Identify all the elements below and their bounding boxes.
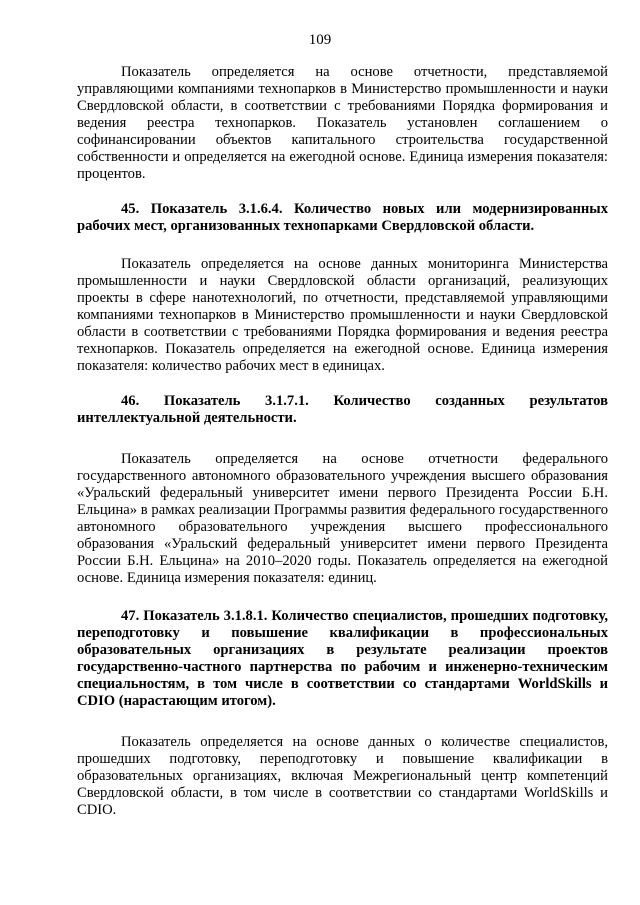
- paragraph-2: Показатель определяется на основе данных мониторинга Министерства промышленности и науки Свердловской области организаций, реализующих проекты в сфере нанотехнологий, по отчетности, представляемой управляющими компаниями технопарков в Министерство промышленности и науки Свердловской области в соответствии с требованиями Порядка формирования и ведения реестра технопарков. Показатель определяется на ежегодной основе. Единица измерения показателя: количество рабочих мест в единицах.: [77, 256, 608, 374]
- heading-45: 45. Показатель 3.1.6.4. Количество новых или модернизированных рабочих мест, организованных технопарками Свердловской области.: [77, 201, 608, 234]
- page-number: 109: [308, 32, 332, 48]
- heading-47: 47. Показатель 3.1.8.1. Количество специалистов, прошедших подготовку, переподготовку и повышение квалификации в профессиональных образовательных организациях в результате реализации проектов государственно-частного партнерства по рабочим и инженерно-техническим специальностям, в том числе в соответствии со стандартами WorldSkills и CDIO (нарастающим итогом).: [77, 608, 608, 709]
- paragraph-3: Показатель определяется на основе отчетности федерального государственного автономного образовательного учреждения высшего образования «Уральский федеральный университет имени первого Президента России Б.Н. Ельцина» в рамках реализации Программы развития федерального государственного автономного образовательного учреждения высшего профессионального образования «Уральский федеральный университет имени первого Президента России Б.Н. Ельцина» на 2010–2020 годы. Показатель определяется на ежегодной основе. Единица измерения показателя: единиц.: [77, 451, 608, 586]
- heading-46: 46. Показатель 3.1.7.1. Количество созданных результатов интеллектуальной деятельности.: [77, 393, 608, 426]
- paragraph-1: Показатель определяется на основе отчетности, представляемой управляющими компаниями технопарков в Министерство промышленности и науки Свердловской области, в соответствии с требованиями Порядка формирования и ведения реестра технопарков. Показатель установлен соглашением о софинансировании объектов капитального строительства государственной собственности и определяется на ежегодной основе. Единица измерения показателя: процентов.: [77, 64, 608, 182]
- paragraph-4: Показатель определяется на основе данных о количестве специалистов, прошедших подготовку, переподготовку и повышение квалификации в образовательных организациях, включая Межрегиональный центр компетенций Свердловской области, в том числе в соответствии со стандартами WorldSkills и CDIO.: [77, 734, 608, 818]
- page-content: [77, 64, 608, 819]
